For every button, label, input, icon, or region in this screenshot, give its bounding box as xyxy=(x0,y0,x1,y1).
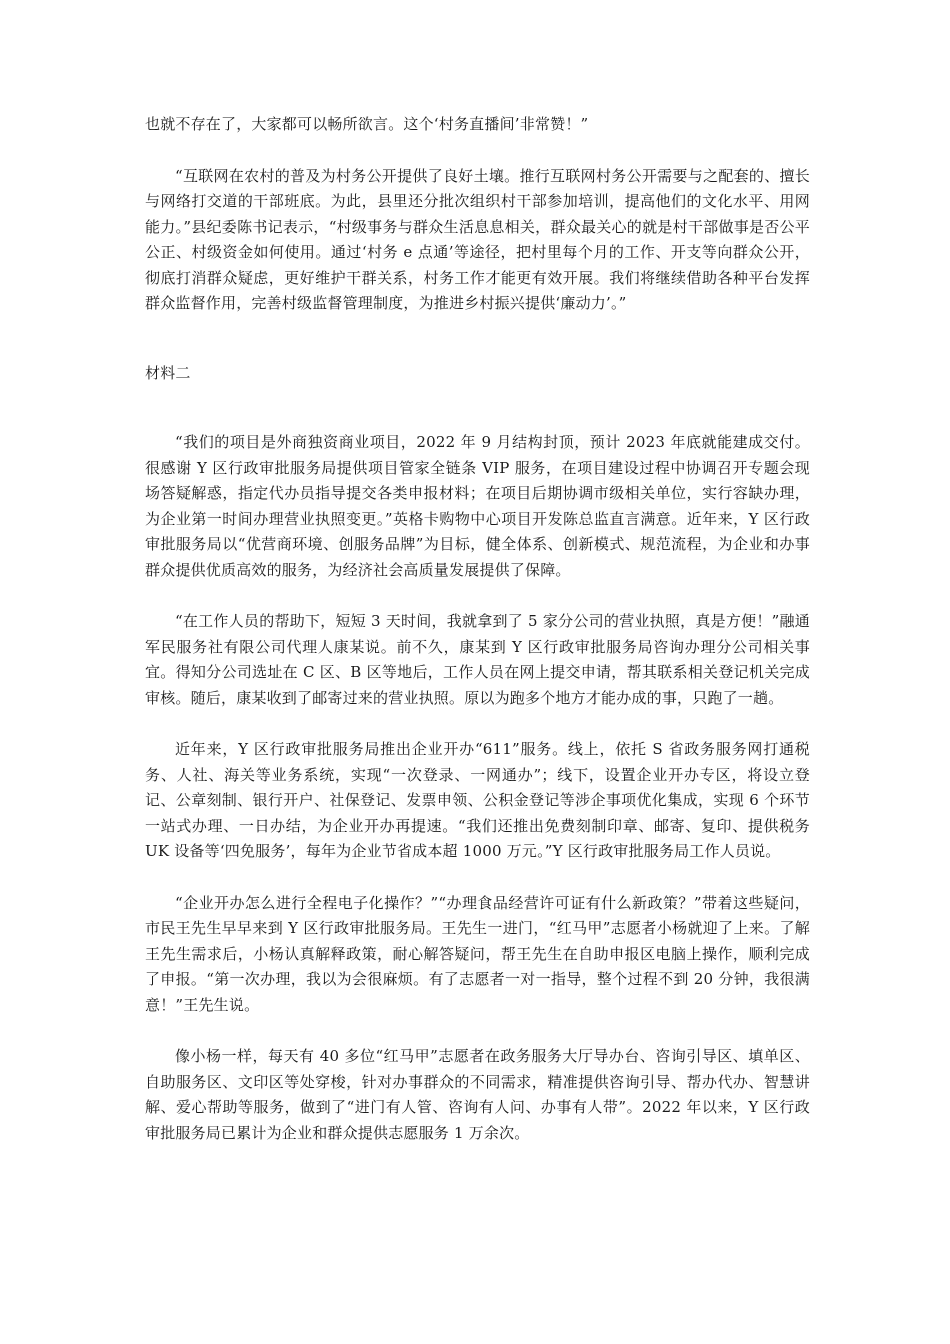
section-heading-material-two: 材料二 xyxy=(145,363,191,382)
document-page xyxy=(145,112,810,1146)
paragraph-continuation: 也就不存在了，大家都可以畅所欲言。这个‘村务直播间’非常赞！” xyxy=(145,115,589,133)
paragraph-red-vest-volunteers: 像小杨一样，每天有 40 多位“红马甲”志愿者在政务服务大厅导办台、咨询引导区、填单区、自助服务区、文印区等处穿梭，针对办事群众的不同需求，精准提供咨询引导、帮办代办、智慧讲解、爱心帮助等服务，做到了“进门有人管、咨询有人问、办事有人带”。2022 年以来，Y 区行政审批服务局已累计为企业和群众提供志愿服务 1 万余次。 xyxy=(145,1047,810,1142)
paragraph-611-service: 近年来，Y 区行政审批服务局推出企业开办“611”服务。线上，依托 S 省政务服务网打通税务、人社、海关等业务系统，实现“一次登录、一网通办”；线下，设置企业开办专区，将设立登记、公章刻制、银行开户、社保登记、发票申领、公积金登记等涉企事项优化集成，实现 6 个环节一站式办理、一日办结，为企业开办再提速。“我们还推出免费刻制印章、邮寄、复印、提供税务 UK 设备等‘四免服务’，每年为企业节省成本超 1000 万元。”Y 区行政审批服务局工作人员说。 xyxy=(145,740,810,860)
paragraph-internet-village: “互联网在农村的普及为村务公开提供了良好土壤。推行互联网村务公开需要与之配套的、擅长与网络打交道的干部班底。为此，县里还分批次组织村干部参加培训，提高他们的文化水平、用网能力。”县纪委陈书记表示，“村级事务与群众生活息息相关，群众最关心的就是村干部做事是否公平公正、村级资金如何使用。通过‘村务 e 点通’等途径，把村里每个月的工作、开支等向群众公开，彻底打消群众疑虑，更好维护干群关系，村务工作才能更有效开展。我们将继续借助各种平台发挥群众监督作用，完善村级监督管理制度，为推进乡村振兴提供‘廉动力’。” xyxy=(145,166,810,312)
paragraph-volunteer-help: “企业开办怎么进行全程电子化操作？”“办理食品经营许可证有什么新政策？”带着这些疑问，市民王先生早早来到 Y 区行政审批服务局。王先生一进门，“红马甲”志愿者小杨就迎了上来。了解王先生需求后，小杨认真解释政策，耐心解答疑问，帮王先生在自助申报区电脑上操作，顺利完成了申报。“第一次办理，我以为会很麻烦。有了志愿者一对一指导，整个过程不到 20 分钟，我很满意！”王先生说。 xyxy=(145,893,810,1014)
paragraph-foreign-project: “我们的项目是外商独资商业项目，2022 年 9 月结构封顶，预计 2023 年底就能建成交付。很感谢 Y 区行政审批服务局提供项目管家全链条 VIP 服务，在项目建设过程中协调召开专题会现场答疑解惑，指定代办员指导提交各类申报材料；在项目后期协调市级相关单位，实行容缺办理，为企业第一时间办理营业执照变更。”英格卡购物中心项目开发陈总监直言满意。近年来，Y 区行政审批服务局以“优营商环境、创服务品牌”为目标，健全体系、创新模式、规范流程，为企业和办事群众提供优质高效的服务，为经济社会高质量发展提供了保障。 xyxy=(145,433,810,579)
paragraph-business-license: “在工作人员的帮助下，短短 3 天时间，我就拿到了 5 家分公司的营业执照，真是方便！”融通军民服务社有限公司代理人康某说。前不久，康某到 Y 区行政审批服务局咨询办理分公司相关事宜。得知分公司选址在 C 区、B 区等地后，工作人员在网上提交申请，帮其联系相关登记机关完成审核。随后，康某收到了邮寄过来的营业执照。原以为跑多个地方才能办成的事，只跑了一趟。 xyxy=(145,612,810,707)
